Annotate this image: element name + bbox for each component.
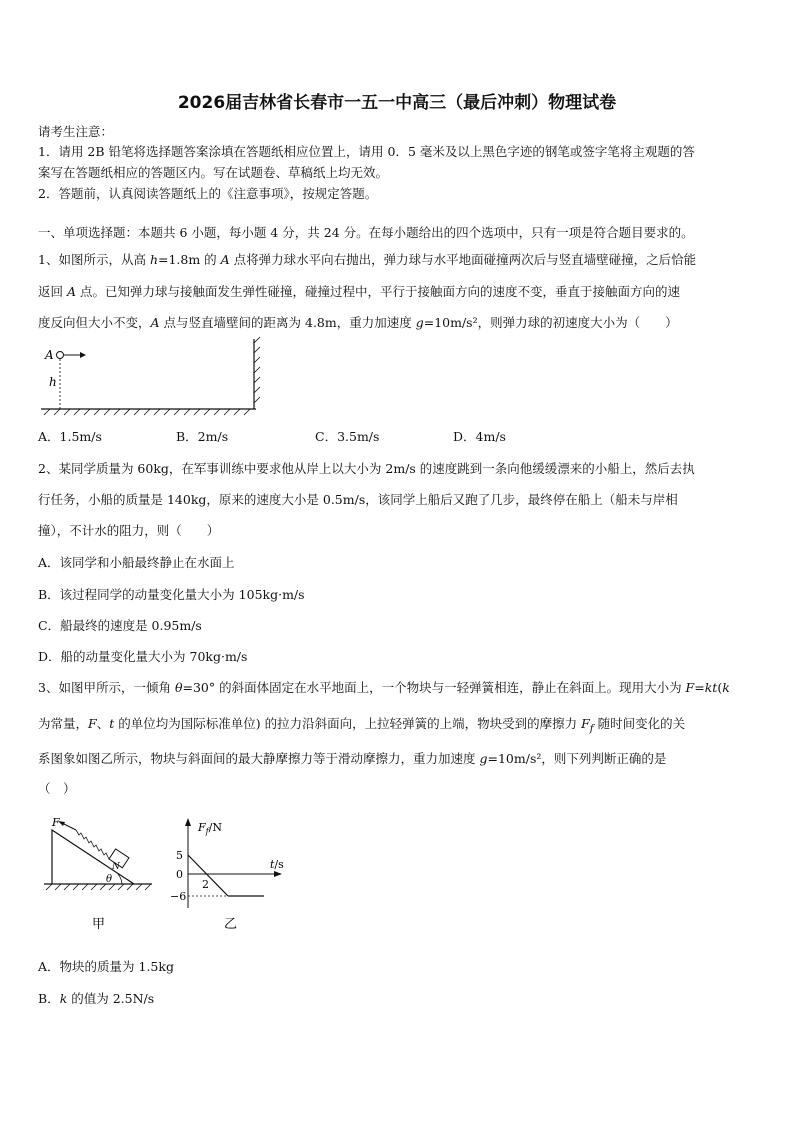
q3-figure-jia bbox=[38, 812, 158, 937]
q3-option-b[interactable]: B．k 的值为 2.5N/s bbox=[38, 991, 155, 1006]
q3-line-1: 3、如图甲所示，一倾角 θ=30° 的斜面体固定在水平地面上，一个物块与一轻弹簧相连，静止在斜面上。现用大小为 F=kt(k bbox=[38, 680, 730, 695]
q3-line-2: 为常量，F、t 的单位均为国际标准单位) 的拉力沿斜面向，上拉轻弹簧的上端，物块受到的摩擦力 $F_f$ 随时间变化的关 bbox=[38, 716, 686, 735]
q2-line-3: 撞），不计水的阻力，则（ ） bbox=[38, 523, 220, 538]
section-heading: 一、单项选择题：本题共 6 小题，每小题 4 分，共 24 分。在每小题给出的四个选项中，只有一项是符合题目要求的。 bbox=[38, 225, 694, 240]
q1-option-b[interactable]: B．2m/s bbox=[176, 429, 229, 444]
fig-label-h: h bbox=[49, 375, 57, 389]
fig-label-N: N bbox=[112, 862, 120, 872]
page-title: 2026届吉林省长春市一五一中高三（最后冲刺）物理试卷 bbox=[177, 93, 617, 113]
fig-label-F: F bbox=[52, 816, 60, 829]
fig-label-theta: θ bbox=[106, 874, 113, 885]
q1-line-2: 返回 A 点。已知弹力球与接触面发生弹性碰撞，碰撞过程中，平行于接触面方向的速度不变，垂直于接触面方向的速 bbox=[38, 284, 680, 299]
notice-item-2: 2．答题前，认真阅读答题纸上的《注意事项》，按规定答题。 bbox=[38, 186, 378, 201]
fig-caption-yi: 乙 bbox=[224, 917, 238, 932]
q3-line-3: 系图象如图乙所示，物块与斜面间的最大静摩擦力等于滑动摩擦力，重力加速度 g=10m/s²，则下列判断正确的是 bbox=[38, 751, 667, 766]
q1-option-a[interactable]: A．1.5m/s bbox=[38, 429, 102, 444]
q3-line-4: （ ） bbox=[38, 781, 76, 796]
q1-line-1: 1、如图所示，从高 h=1.8m 的 A 点将弹力球水平向右抛出，弹力球与水平地面碰撞两次后与竖直墙壁碰撞，之后恰能 bbox=[38, 252, 697, 267]
notice-heading: 请考生注意： bbox=[38, 124, 114, 139]
q2-option-d[interactable]: D．船的动量变化量大小为 70kg·m/s bbox=[38, 649, 248, 664]
tick-minus-6: −6 bbox=[170, 890, 187, 903]
fig-caption-jia: 甲 bbox=[92, 917, 106, 932]
q1-figure bbox=[36, 335, 266, 417]
notice-item-1: 1．请用 2B 铅笔将选择题答案涂填在答题纸相应位置上，请用 0．5 毫米及以上黑色字迹的钢笔或签字笔将主观题的答 bbox=[38, 144, 695, 159]
tick-2: 2 bbox=[202, 878, 209, 891]
q3-option-a[interactable]: A．物块的质量为 1.5kg bbox=[38, 959, 174, 974]
q1-option-d[interactable]: D．4m/s bbox=[453, 429, 506, 444]
tick-5: 5 bbox=[176, 849, 183, 862]
notice-item-1-cont: 案写在答题纸相应的答题区内。写在试题卷、草稿纸上均无效。 bbox=[38, 165, 389, 180]
q2-option-a[interactable]: A．该同学和小船最终静止在水面上 bbox=[38, 555, 235, 570]
q1-line-3: 度反向但大小不变，A 点与竖直墙壁间的距离为 4.8m，重力加速度 g=10m/s²，则弹力球的初速度大小为（ ） bbox=[38, 315, 678, 330]
q1-option-c[interactable]: C．3.5m/s bbox=[315, 429, 380, 444]
graph-x-label: t/s bbox=[270, 858, 284, 871]
q3-figure-yi bbox=[168, 812, 308, 937]
q2-line-2: 行任务，小船的质量是 140kg，原来的速度大小是 0.5m/s，该同学上船后又跑了几步，最终停在船上（船未与岸相 bbox=[38, 492, 678, 507]
q2-option-c[interactable]: C．船最终的速度是 0.95m/s bbox=[38, 618, 202, 633]
fig-label-A: A bbox=[45, 348, 54, 362]
graph-y-label: $F_f/N$ bbox=[198, 821, 222, 836]
q2-option-b[interactable]: B．该过程同学的动量变化量大小为 105kg·m/s bbox=[38, 587, 305, 602]
q2-line-1: 2、某同学质量为 60kg，在军事训练中要求他从岸上以大小为 2m/s 的速度跳到一条向他缓缓漂来的小船上，然后去执 bbox=[38, 461, 695, 476]
tick-0: 0 bbox=[176, 868, 183, 881]
